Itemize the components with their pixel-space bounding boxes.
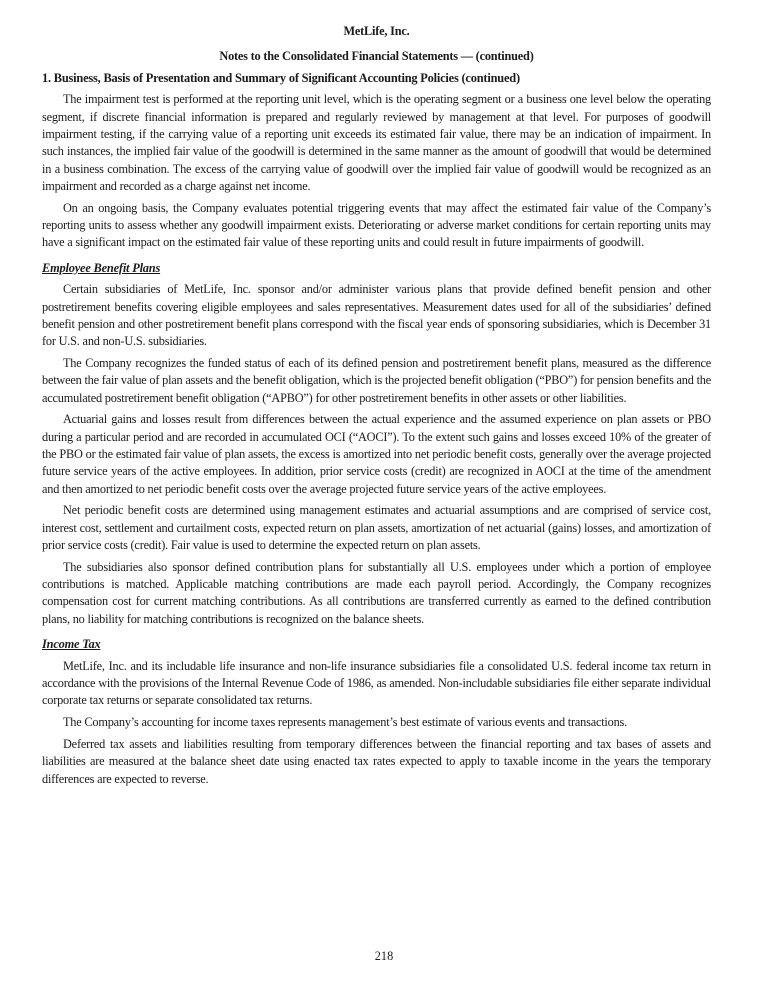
paragraph-benefit-plans-overview: Certain subsidiaries of MetLife, Inc. sponsor and/or administer various plans that provide defined benefit pension and other postretirement benefits covering eligible employees and sales representatives. Measurement dates used for all of the subsidiaries’ defined benefit pension and other postretirement benefit plans correspond with the fiscal year ends of sponsoring subsidiaries, which is December 31 for U.S. and non-U.S. subsidiaries.: [42, 282, 711, 349]
paragraph-goodwill-impairment-test: The impairment test is performed at the reporting unit level, which is the operating segment or a business one level below the operating segment, if discrete financial information is prepared and regularly reviewed by management at that level. For purposes of goodwill impairment testing, if the carrying value of a reporting unit exceeds its estimated fair value, there may be an indication of impairment. In such instances, the implied fair value of the goodwill is determined in the same manner as the amount of goodwill that would be determined in a business combination. The excess of the carrying value of goodwill over the implied fair value of goodwill would be recognized as an impairment and recorded as a charge against net income.: [42, 92, 711, 193]
paragraph-funded-status: The Company recognizes the funded status of each of its defined pension and postretirement benefit plans, measured as the difference between the fair value of plan assets and the benefit obligation, which is the projected benefit obligation (“PBO”) for pension benefits and the accumulated postretirement benefit obligation (“APBO”) for other postretirement benefits in other assets or other liabilities.: [42, 356, 711, 405]
paragraph-deferred-tax: Deferred tax assets and liabilities resulting from temporary differences between the financial reporting and tax bases of assets and liabilities are measured at the balance sheet date using enacted tax rates expected to apply to taxable income in the years the temporary differences are expected to reverse.: [42, 736, 711, 786]
subheading-income-tax: Income Tax: [42, 637, 101, 651]
page-header: [42, 23, 711, 87]
paragraph-defined-contribution-plans: The subsidiaries also sponsor defined contribution plans for substantially all U.S. employees under which a portion of employee contributions is matched. Applicable matching contributions are made each payroll period. Accordingly, the Company recognizes compensation cost for current matching contributions. As all contributions are transferred currently as earned to the defined contribution plans, no liability for matching contributions is recognized on the balance sheets.: [42, 559, 711, 626]
subheading-employee-benefit-plans: Employee Benefit Plans: [42, 260, 161, 275]
paragraph-consolidated-tax-return: MetLife, Inc. and its includable life insurance and non-life insurance subsidiaries file a consolidated U.S. federal income tax return in accordance with the provisions of the Internal Revenue Code of 1986, as amended. Non-includable subsidiaries file either separate individual corporate tax returns or separate consolidated tax returns.: [42, 658, 711, 708]
document-body: [42, 91, 711, 787]
page-footer: [0, 948, 768, 965]
paragraph-income-tax-estimate: The Company’s accounting for income taxes represents management’s best estimate of various events and transactions.: [63, 715, 628, 730]
page-number: 218: [374, 949, 394, 963]
section-heading: 1. Business, Basis of Presentation and Summary of Significant Accounting Policies (continued): [42, 70, 520, 85]
paragraph-net-periodic-benefit-costs: Net periodic benefit costs are determined using management estimates and actuarial assumptions and are comprised of service cost, interest cost, settlement and curtailment costs, expected return on plan assets, amortization of net actuarial (gains) losses, and amortization of prior service costs (credit). Fair value is used to determine the expected return on plan assets.: [42, 503, 711, 553]
document-title: Notes to the Consolidated Financial Statements — (continued): [219, 49, 534, 64]
paragraph-goodwill-triggering-events: On an ongoing basis, the Company evaluates potential triggering events that may affect the estimated fair value of the Company’s reporting units to assess whether any goodwill impairment exists. Deteriorating or adverse market conditions for certain reporting units may have a significant impact on the estimated fair value of these reporting units and could result in future impairments of goodwill.: [42, 200, 711, 250]
paragraph-actuarial-gains-losses: Actuarial gains and losses result from differences between the actual experience and the assumed experience on plan assets or PBO during a particular period and are recorded in accumulated OCI (“AOCI”). To the extent such gains and losses exceed 10% of the greater of the PBO or the estimated fair value of plan assets, the excess is amortized into net periodic benefit costs, generally over the average projected future service years of the active employees. In addition, prior service costs (credit) are recognized in AOCI at the time of the amendment and then amortized to net periodic benefit costs over the average projected future service years of the active employees.: [42, 412, 711, 496]
company-name: MetLife, Inc.: [343, 24, 410, 38]
